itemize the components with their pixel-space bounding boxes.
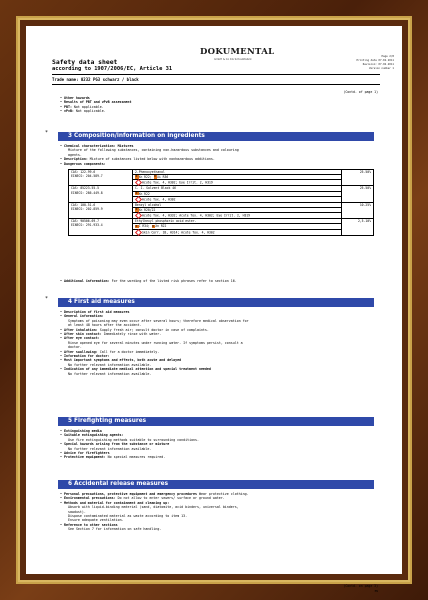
item-text: Do not allow to enter sewers/ surface or ground water. bbox=[115, 496, 225, 501]
hazard-statement: Acute Tox. 4, H302 bbox=[142, 197, 176, 202]
item-label: Information for doctor: bbox=[63, 354, 110, 359]
trade-name: Trade name: 0232 PG3 schwarz / black bbox=[52, 77, 139, 82]
item-label: Special hazards arising from the substance or mixture bbox=[63, 442, 170, 447]
cas-number: CAS: 122-99-6 bbox=[71, 170, 96, 174]
item-text: No special measures required. bbox=[105, 455, 166, 460]
item-text: Dispose contaminated material as waste according to item 13. bbox=[68, 514, 188, 519]
hazard-statement: Acute Tox. 4, H302; Eye Irrit. 2, H319 bbox=[142, 180, 213, 185]
hazard-symbol-icon bbox=[152, 225, 156, 229]
einecs-number: EINECS: 202-859-9 bbox=[71, 207, 103, 212]
section-3-footer bbox=[60, 279, 376, 283]
ghs-classification bbox=[133, 229, 342, 235]
item-label: Suitable extinguishing agents: bbox=[63, 433, 124, 438]
risk-phrase: C R34; bbox=[138, 224, 152, 229]
percentage: 10-25% bbox=[342, 202, 374, 218]
list-item: • Chemical characterization: Mixtures bbox=[60, 144, 376, 148]
percentage: 25-50% bbox=[342, 186, 374, 202]
item-label: Indication of any immediate medical attention and special treatment needed bbox=[63, 367, 211, 372]
item-text: sawdust). bbox=[68, 509, 86, 514]
risk-phrase: Xn R22 bbox=[138, 191, 150, 196]
list-item: • Dangerous components: bbox=[60, 162, 376, 166]
company-logo-sub: GmbH & Co KG Schreibfabrik bbox=[214, 58, 252, 61]
document-title: Safety data sheet bbox=[52, 58, 118, 66]
item-text: No further relevant information available. bbox=[68, 446, 152, 451]
section-6-title: 6 Accidental release measures bbox=[68, 481, 169, 487]
section-3-header bbox=[58, 132, 374, 141]
item-label: Most important symptoms and effects, both acute and delayed bbox=[63, 358, 182, 363]
risk-phrase: Xi R36 bbox=[157, 175, 169, 180]
document-page bbox=[26, 26, 402, 593]
hazard-statement: Skin Corr. 1B, H314; Acute Tox. 4, H302 bbox=[142, 230, 215, 235]
item-text: Absorb with liquid-binding material (sand, diatomite, acid binders, universal binders, bbox=[68, 505, 239, 510]
version-number: Version number 1 bbox=[369, 67, 394, 70]
continued-note: (Contd. of page 1) bbox=[343, 90, 378, 94]
list-text: Mixture of the following substances, containing non-hazardous substances and colouring bbox=[68, 148, 239, 153]
item-label: Advice for firefighters bbox=[63, 451, 110, 456]
item-label: After skin contact: bbox=[63, 332, 102, 337]
revision-date: Revision: 07.02.2011 bbox=[362, 63, 394, 66]
substance-name: 2-Phenoxyethanol bbox=[133, 170, 342, 175]
cas-cell bbox=[69, 170, 133, 186]
printing-date: Printing date 07.02.2011 bbox=[356, 59, 394, 62]
percentage: 25-50% bbox=[342, 170, 374, 186]
section-4-body bbox=[60, 310, 376, 376]
item-text: Symptoms of poisoning may even occur after several hours; therefore medical observation for bbox=[68, 318, 249, 323]
ghs-pictogram-icon bbox=[135, 196, 142, 203]
list-item bbox=[60, 455, 376, 459]
ghs-pictogram-icon bbox=[135, 179, 142, 186]
item-text: Supply fresh air; consult doctor in case of complaints. bbox=[97, 327, 209, 332]
cas-number: CAS: 90506-69-7 bbox=[71, 219, 99, 224]
document-subtitle: according to 1907/2006/EC, Article 31 bbox=[52, 66, 173, 72]
substance-name: C. I. Solvent Black 46 bbox=[133, 186, 342, 191]
trade-rule bbox=[52, 84, 380, 85]
item-text: Use fire extinguishing methods suitable to surrounding conditions. bbox=[68, 437, 200, 442]
item-label: Protective equipment: bbox=[63, 455, 106, 460]
list-text: agents. bbox=[68, 152, 82, 157]
list-item bbox=[60, 527, 376, 531]
item-text: Call for a doctor immediately. bbox=[97, 349, 160, 354]
language-code: EN bbox=[374, 589, 378, 593]
item-text: Rinse opened eye for several minutes under running water. If symptoms persist, consult a bbox=[68, 340, 243, 345]
einecs-number: EINECS: 291-933-4 bbox=[71, 223, 103, 228]
continued-on-page: (Contd. on page 3) bbox=[343, 584, 378, 588]
page-info bbox=[357, 55, 394, 71]
item-text: doctor. bbox=[68, 345, 82, 350]
item-text: at least 48 hours after the accident. bbox=[68, 323, 142, 328]
section-3-title: 3 Composition/information on ingredients bbox=[68, 133, 205, 139]
section-5-title: 5 Firefighting measures bbox=[68, 418, 147, 424]
section-4-title: 4 First aid measures bbox=[68, 299, 135, 305]
cas-number: CAS: 100-51-6 bbox=[71, 202, 96, 207]
header-rule bbox=[52, 74, 380, 75]
item-text: Immediately rinse with water. bbox=[101, 332, 162, 337]
item-text: No further relevant information available. bbox=[68, 362, 152, 367]
section-6-body bbox=[60, 492, 376, 532]
item-label: Reference to other sections bbox=[63, 522, 118, 527]
item-label: Environmental precautions: bbox=[63, 496, 116, 501]
list-item: • PBT: Not applicable. bbox=[60, 105, 376, 109]
cas-cell bbox=[69, 186, 133, 202]
company-logo: DOKUMENTAL bbox=[200, 47, 275, 57]
percentage: 2,5-10% bbox=[342, 219, 374, 235]
ghs-pictogram-icon bbox=[135, 229, 142, 236]
substance-name: Benzyl alcohol bbox=[133, 202, 342, 207]
item-label: Extinguishing media bbox=[63, 429, 102, 433]
ghs-pictogram-icon bbox=[135, 212, 142, 219]
section-3-body bbox=[60, 144, 376, 166]
section-5-header bbox=[58, 417, 374, 426]
star-marker: * bbox=[45, 130, 49, 136]
section-5-body bbox=[60, 429, 376, 460]
hazard-symbol-icon bbox=[154, 175, 158, 179]
cas-number: CAS: 85223-55-5 bbox=[71, 186, 99, 191]
einecs-number: EINECS: 204-589-7 bbox=[71, 174, 103, 179]
list-item: • Other hazards bbox=[60, 96, 376, 100]
item-label: Methods and material for containment and cleaning up: bbox=[63, 500, 170, 505]
item-label: After inhalation: bbox=[63, 327, 98, 332]
item-label: Description of first aid measures bbox=[63, 310, 130, 314]
components-table bbox=[68, 169, 374, 236]
item-label: General information: bbox=[63, 314, 104, 319]
risk-phrase: Xn R22 bbox=[155, 224, 167, 229]
item-text: Ensure adequate ventilation. bbox=[68, 518, 124, 523]
hazard-statement: Acute Tox. 4, H332; Acute Tox. 4, H302; Eye Irrit. 2, H319 bbox=[142, 213, 251, 218]
risk-phrase: Xn R22; bbox=[138, 175, 154, 180]
list-item bbox=[60, 372, 376, 376]
cas-cell bbox=[69, 219, 133, 235]
star-marker: * bbox=[45, 296, 49, 302]
list-item: • vPvB: Not applicable. bbox=[60, 109, 376, 113]
list-item: • Additional information: For the wording of the listed risk phrases refer to section 16. bbox=[60, 279, 376, 283]
substance-name: Ethylhexyl phosphoric acid ester. bbox=[133, 219, 342, 224]
list-item: • Description: Mixture of substances listed below with nonhazardous additions. bbox=[60, 157, 376, 161]
item-label: After eye contact: bbox=[63, 336, 100, 341]
cas-cell bbox=[69, 202, 133, 218]
section-4-header bbox=[58, 298, 374, 307]
item-label: After swallowing: bbox=[63, 349, 98, 354]
section-2-tail bbox=[60, 96, 376, 114]
list-item: • Results of PBT and vPvB assessment bbox=[60, 100, 376, 104]
section-6-header bbox=[58, 480, 374, 489]
risk-phrase: Xn R20/22 bbox=[138, 208, 156, 213]
item-text: Wear protective clothing. bbox=[196, 492, 249, 496]
einecs-number: EINECS: 286-449-8 bbox=[71, 190, 103, 195]
item-text: No further relevant information available. bbox=[68, 371, 152, 376]
item-text: See Section 7 for information on safe handling. bbox=[68, 527, 162, 532]
page-number: Page 2/8 bbox=[381, 55, 394, 58]
item-label: Personal precautions, protective equipment and emergency procedures bbox=[63, 492, 197, 496]
